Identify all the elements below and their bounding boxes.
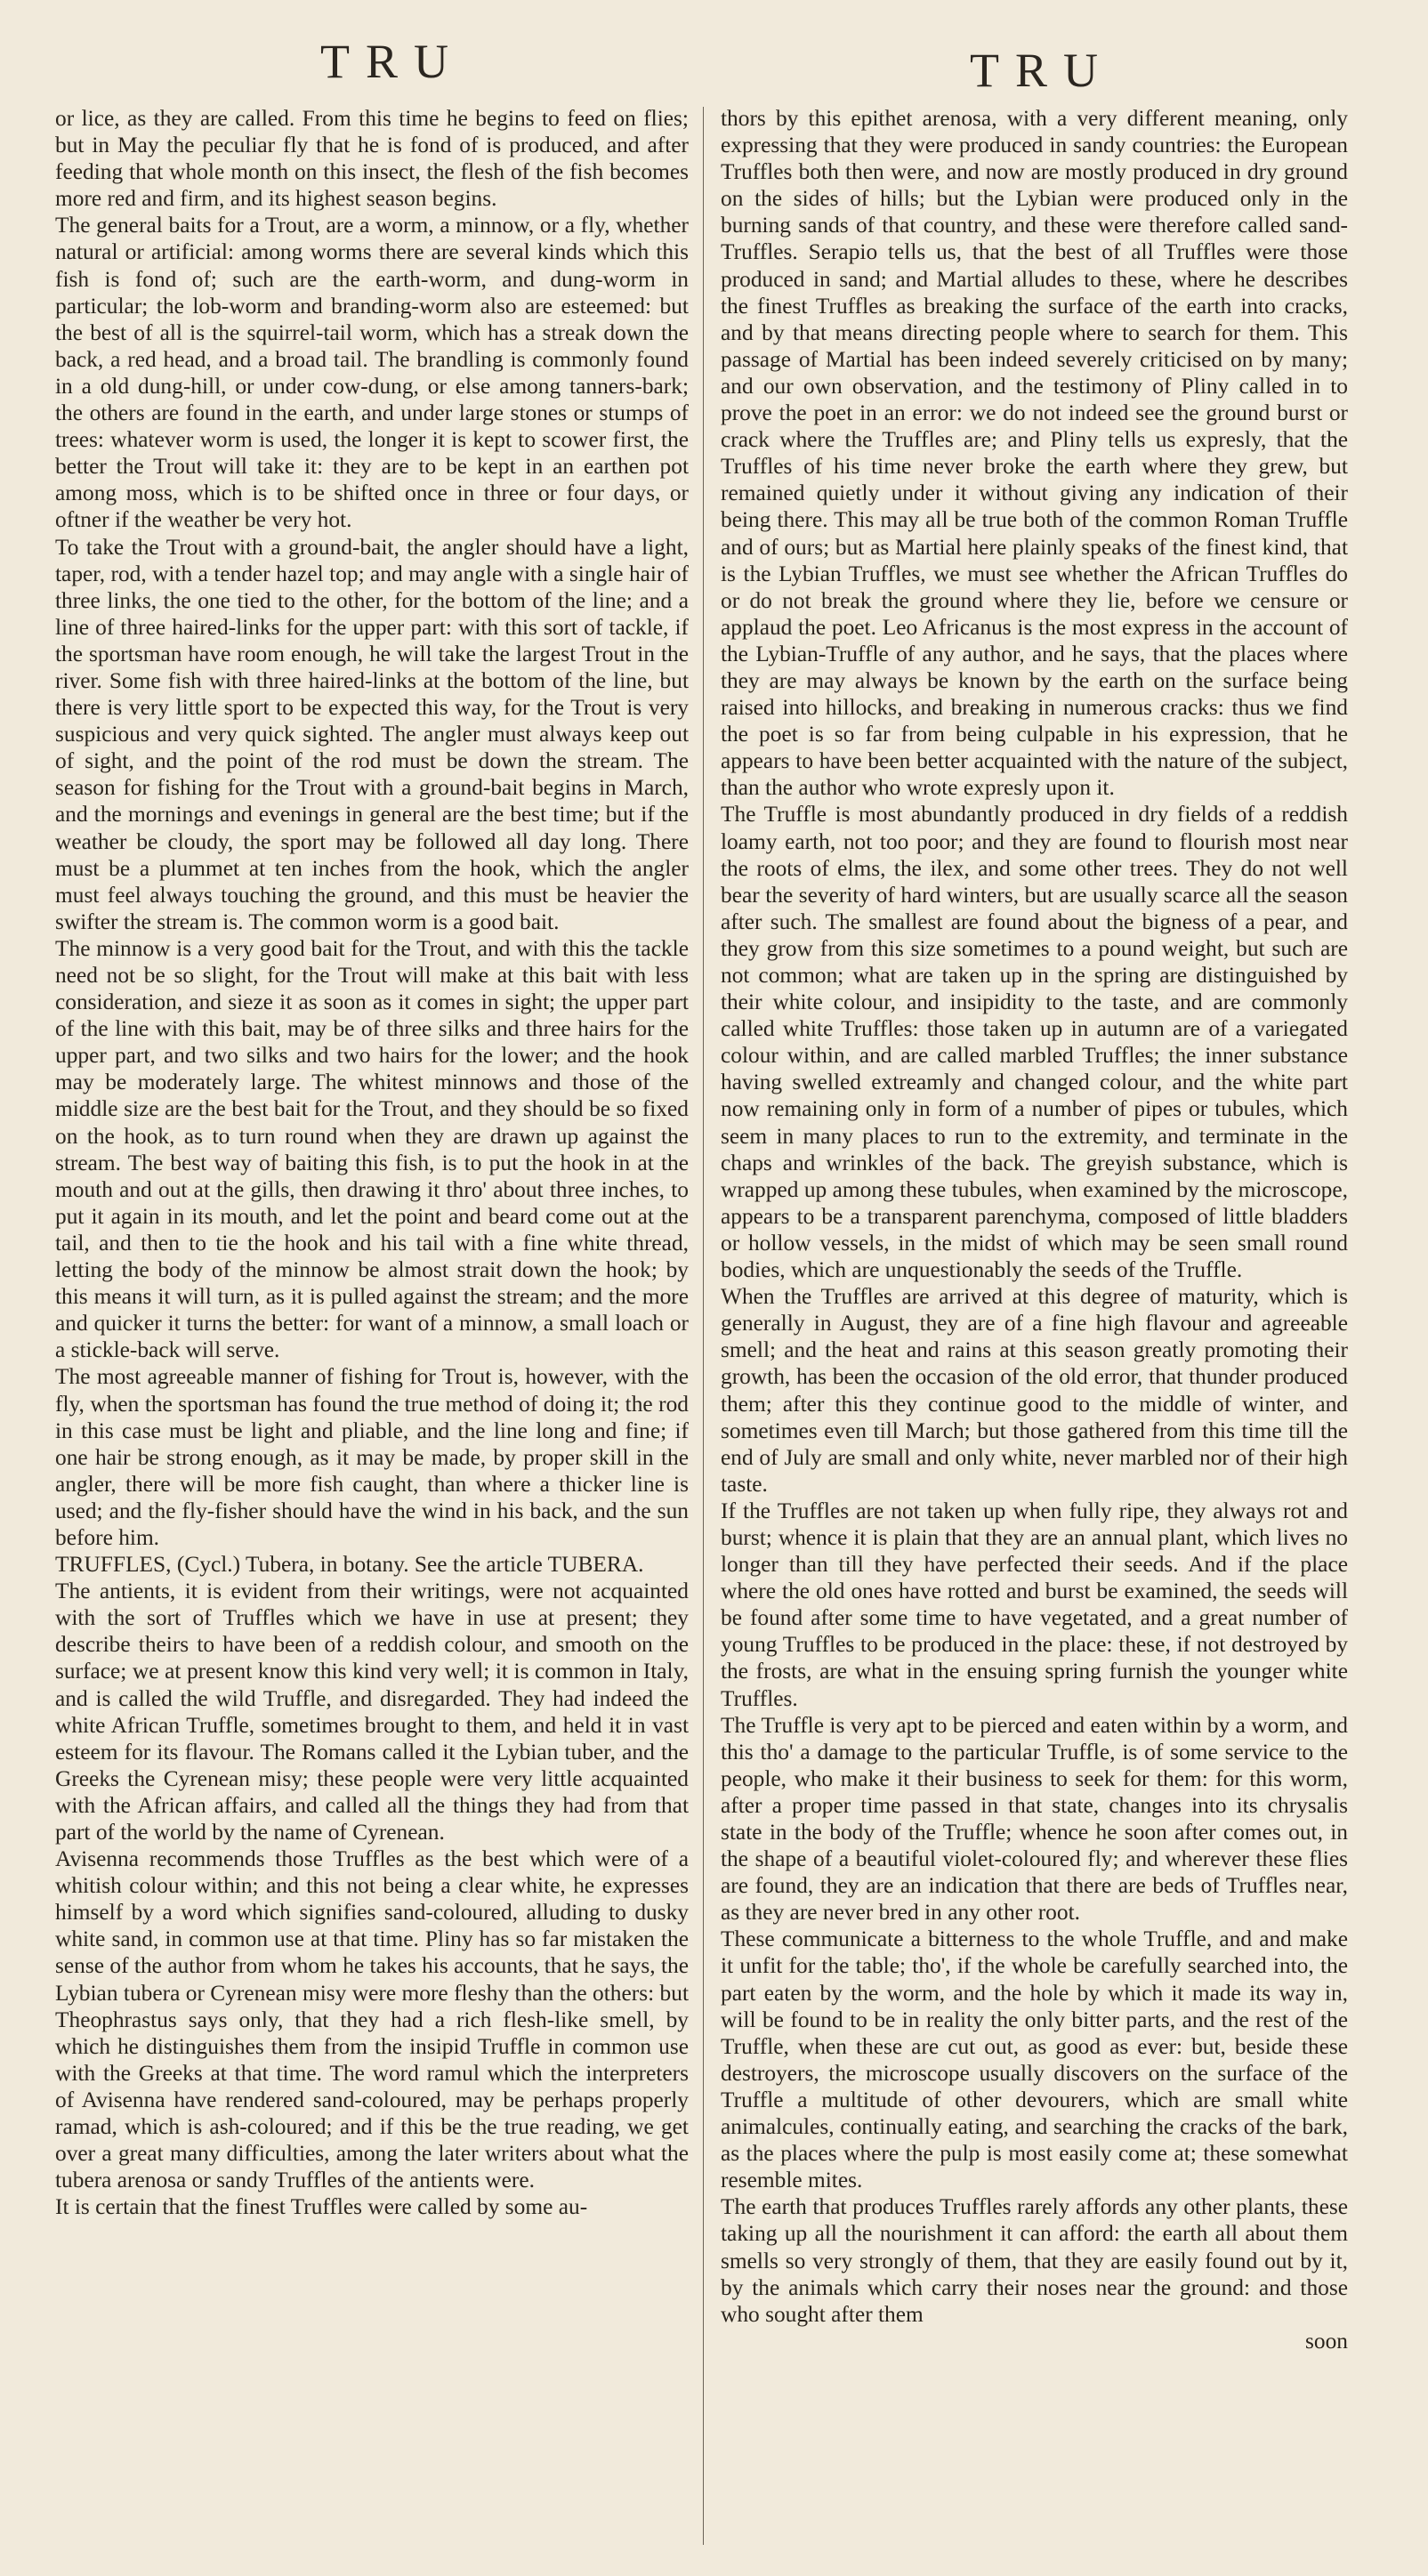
running-head-left: TRU (320, 35, 464, 88)
running-head-right: TRU (970, 44, 1114, 97)
paragraph: The general baits for a Trout, are a worm, a minnow, or a fly, whether natural or artificial: among worms there are several kinds which this fish is fond of; such are the earth-worm, and dung-worm in particular; the lob-worm and branding-worm also are esteemed: but the best of all is the squirrel-tail worm, which has a streak down the back, a red head, and a broad tail. The brandling is commonly found in a old dung-hill, or under cow-dung, or else among tanners-bark; the others are found in the earth, and under large stones or stumps of trees: whatever worm is used, the longer it is kept to scower first, the better the Trout will take it: they are to be kept in an earthen pot among moss, which is to be shifted once in three or four days, or oftner if the weather be very hot. (55, 213, 689, 533)
paragraph: To take the Trout with a ground-bait, the angler should have a light, taper, rod, with a tender hazel top; and may angle with a single hair of three links, the one tied to the other, for the bottom of the line; and a line of three haired-links for the upper part: with this sort of tackle, if the sportsman have room enough, he will take the largest Trout in the river. Some fish with three haired-links at the bottom of the line, but there is very little sport to be expected this way, for the Trout is very suspicious and very quick sighted. The angler must always keep out of sight, and the point of the rod must be down the stream. The season for fishing for the Trout with a ground-bait begins in March, and the mornings and evenings in general are the best time; but if the weather be cloudy, the sport may be followed all day long. There must be a plummet at ten inches from the hook, which the angler must feel always touching the ground, and this must be heavier the swifter the stream is. The common worm is a good bait. (55, 534, 689, 934)
paragraph: The earth that produces Truffles rarely affords any other plants, these taking up all the nourishment it can afford: the earth all about them smells so very strongly of them, that they are easily found out by it, by the animals which carry their noses near the ground: and those who sought after them (721, 2194, 1348, 2327)
left-column (55, 105, 689, 2220)
paragraph: Avisenna recommends those Truffles as the best which were of a whitish colour within; and this not being a clear white, he expresses himself by a word which signifies sand-coloured, alluding to dusky white sand, in common use at that time. Pliny has so far mistaken the sense of the author from whom he takes his accounts, that he says, the Lybian tubera or Cyrenean misy were more fleshy than the others: but Theophrastus says only, that they had a rich flesh-like smell, by which he distinguishes them from the insipid Truffle in common use with the Greeks at that time. The word ramul which the interpreters of Avisenna have rendered sand-coloured, may be perhaps properly ramad, which is ash-coloured; and if this be the true reading, we get over a great many difficulties, among the later writers about what the tubera arenosa or sandy Truffles of the antients were. (55, 1846, 689, 2193)
paragraph: These communicate a bitterness to the whole Truffle, and and make it unfit for the table; tho', if the whole be carefully searched into, the part eaten by the worm, and the hole by which it made its way in, will be found to be in reality the only bitter parts, and the rest of the Truffle, when these are cut out, as good as ever: but, beside these destroyers, the microscope usually discovers on the surface of the Truffle a multitude of other devourers, which are small white animalcules, continually eating, and searching the cracks of the bark, as the places where the pulp is most easily come at; these somewhat resemble mites. (721, 1926, 1348, 2193)
paragraph: The most agreeable manner of fishing for Trout is, however, with the fly, when the sportsman has found the true method of doing it; the rod in this case must be light and pliable, and the line long and fine; if one hair be strong enough, as it may be made, by proper skill in the angler, there will be more fish caught, than where a thicker line is used; and the fly-fisher should have the wind in his back, and the sun before him. (55, 1364, 689, 1550)
paragraph: It is certain that the finest Truffles were called by some au- (55, 2194, 588, 2220)
paragraph: The Truffle is very apt to be pierced and eaten within by a worm, and this tho' a damage to the particular Truffle, is of some service to the people, who make it their business to seek for them: for this worm, after a proper time passed in that state, changes into its chrysalis state in the body of the Truffle; whence he soon after comes out, in the shape of a beautiful violet-coloured fly; and wherever these flies are found, they are an indication that there are beds of Truffles near, as they are never bred in any other root. (721, 1712, 1348, 1926)
paragraph: When the Truffles are arrived at this degree of maturity, which is generally in August, they are of a fine high flavour and agreeable smell; and the heat and rains at this season greatly promoting their growth, has been the occasion of the old error, that thunder produced them; after this they continue good to the middle of winter, and sometimes even till March; but those gathered from this time till the end of July are small and only white, never marbled nor of their high taste. (721, 1284, 1348, 1497)
entry-heading: TRUFFLES, (Cycl.) Tubera, in botany. See the article TUBERA. (55, 1552, 644, 1578)
paragraph: thors by this epithet arenosa, with a very different meaning, only expressing that they were produced in sandy countries: the European Truffles both then were, and now are mostly produced in dry ground on the sides of hills; but the Lybian were produced only in the burning sands of that country, and these were therefore called sand-Truffles. Serapio tells us, that the best of all Truffles were those produced in sand; and Martial alludes to these, where he describes the finest Truffles as breaking the surface of the earth into cracks, and by that means directing people where to search for them. This passage of Martial has been indeed severely criticised on by many; and our own observation, and the testimony of Pliny called in to prove the poet in an error: we do not indeed see the ground burst or crack where the Truffles are; and Pliny tells us expresly, that the Truffles of his time never broke the earth where they grew, but remained quietly under it without giving any indication of their being there. This may all be true both of the common Roman Truffle and of ours; but as Martial here plainly speaks of the finest kind, that is the Lybian Truffles, we must see whether the African Truffles do or do not break the ground where they lie, before we censure or applaud the poet. Leo Africanus is the most express in the account of the Lybian-Truffle of any author, and he says, that the places where they are may always be known by the earth on the surface being raised into hillocks, and breaking in numerous cracks: thus we find the poet is so far from being culpable in his expression, that he appears to have been better acquainted with the nature of the subject, than the author who wrote expresly upon it. (721, 106, 1348, 801)
column-divider (703, 107, 704, 2545)
paragraph: The antients, it is evident from their writings, were not acquainted with the sort of Truffles which we have in use at present; they describe theirs to have been of a reddish colour, and smooth on the surface; we at present know this kind very well; it is common in Italy, and is called the wild Truffle, and disregarded. They had indeed the white African Truffle, sometimes brought to them, and held it in vast esteem for its flavour. The Romans called it the Lybian tuber, and the Greeks the Cyrenean misy; these people were very little acquainted with the African affairs, and called all the things they had from that part of the world by the name of Cyrenean. (55, 1579, 689, 1845)
catchword: soon (1305, 2328, 1348, 2354)
paragraph: The Truffle is most abundantly produced in dry fields of a reddish loamy earth, not too poor; and they are found to flourish most near the roots of elms, the ilex, and some other trees. They do not well bear the severity of hard winters, but are usually scarce all the season after such. The smallest are found about the bigness of a pear, and they grow from this size sometimes to a pound weight, but such are not common; what are taken up in the spring are distinguished by their white colour, and insipidity to the taste, and are commonly called white Truffles: those taken up in autumn are of a variegated colour within, and are called marbled Truffles; the inner substance having swelled extreamly and changed colour, and the white part now remaining only in form of a number of pipes or tubules, which seem in many places to run to the extremity, and terminate in the chaps and wrinkles of the back. The greyish substance, which is wrapped up among these tubules, when examined by the microscope, appears to be a transparent parenchyma, composed of little bladders or hollow vessels, in the midst of which may be seen small round bodies, which are unquestionably the seeds of the Truffle. (721, 802, 1348, 1283)
paragraph: If the Truffles are not taken up when fully ripe, they always rot and burst; whence it is plain that they are an annual plant, which lives no longer than till they have perfected their seeds. And if the place where the old ones have rotted and burst be examined, the seeds will be found after some time to have vegetated, and a great number of young Truffles to be produced in the place: these, if not destroyed by the frosts, are what in the ensuing spring furnish the younger white Truffles. (721, 1498, 1348, 1711)
right-column (721, 105, 1348, 2354)
paragraph: The minnow is a very good bait for the Trout, and with this the tackle need not be so slight, for the Trout will make at this bait with less consideration, and sieze it as soon as it comes in sight; the upper part of the line with this bait, may be of three silks and three hairs for the upper part, and two silks and two hairs for the lower; and the hook may be moderately large. The whitest minnows and those of the middle size are the best bait for the Trout, and they should be so fixed on the hook, as to turn round when they are drawn up against the stream. The best way of baiting this fish, is to put the hook in at the mouth and out at the gills, then drawing it thro' about three inches, to put it again in its mouth, and let the point and beard come out at the tail, and then to tie the hook and his tail with a fine white thread, letting the body of the minnow be almost strait down the hook; by this means it will turn, as it is pulled against the stream; and the more and quicker it turns the better: for want of a minnow, a small loach or a stickle-back will serve. (55, 935, 689, 1363)
paragraph: or lice, as they are called. From this time he begins to feed on flies; but in May the peculiar fly that he is fond of is produced, and after feeding that whole month on this insect, the flesh of the fish becomes more red and firm, and its highest season begins. (55, 106, 689, 212)
